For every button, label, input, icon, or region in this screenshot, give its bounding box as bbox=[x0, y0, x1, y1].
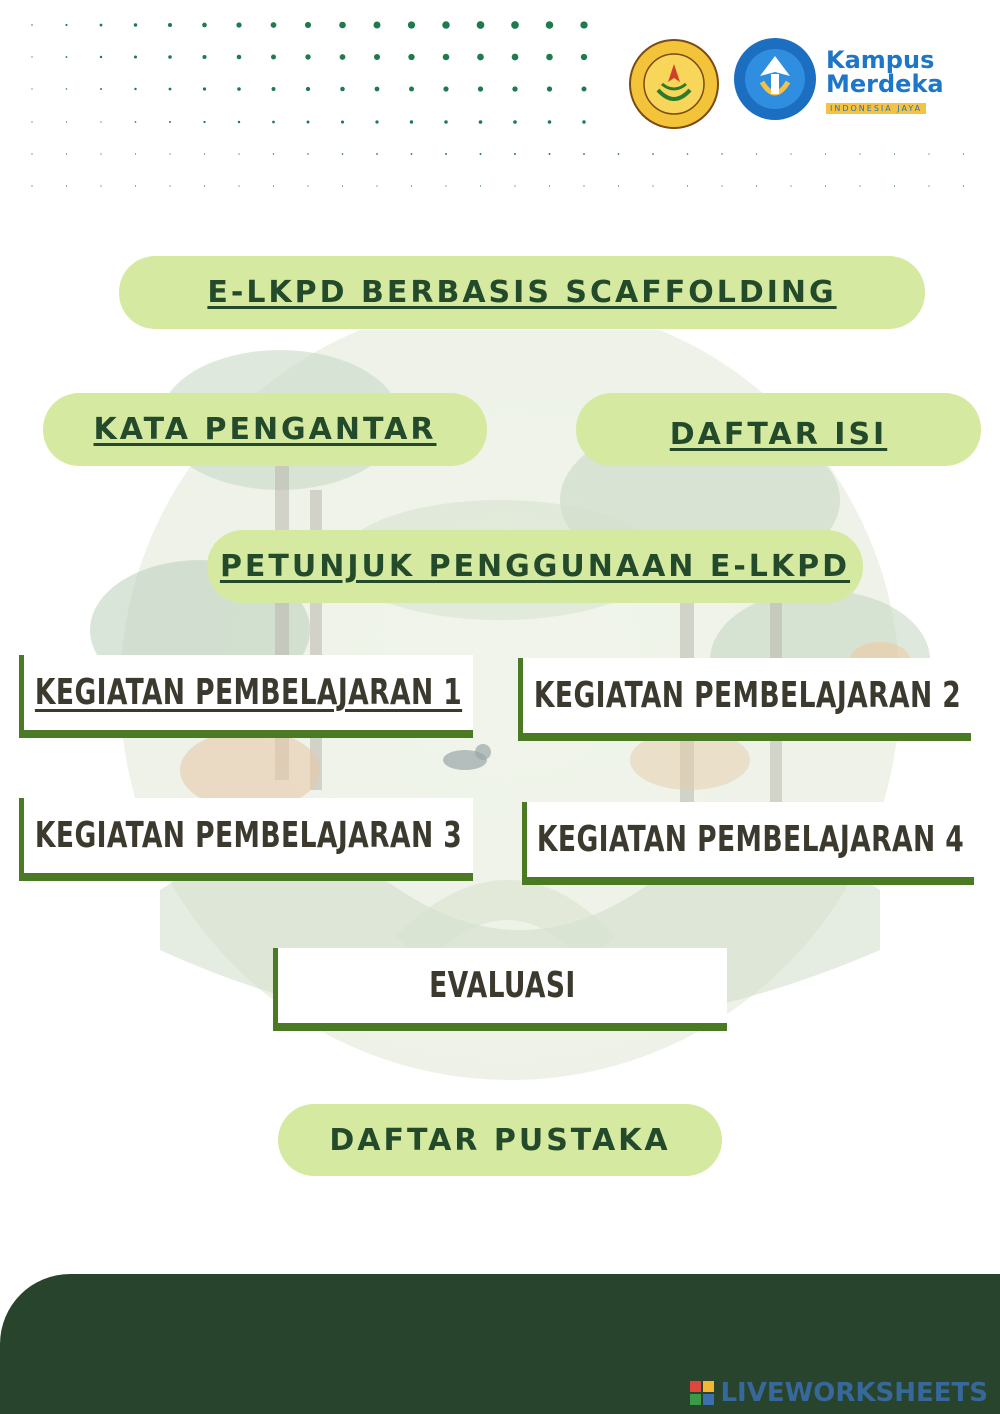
dot bbox=[514, 185, 515, 186]
dot bbox=[169, 153, 170, 154]
dot bbox=[443, 54, 450, 61]
dot bbox=[721, 153, 722, 154]
tut-wuri-handayani-logo bbox=[732, 36, 818, 126]
dot bbox=[963, 153, 964, 154]
dot bbox=[928, 153, 929, 154]
title-button[interactable] bbox=[119, 256, 925, 329]
dot bbox=[271, 22, 277, 28]
dot bbox=[687, 185, 688, 186]
dot bbox=[134, 88, 136, 90]
dot bbox=[859, 153, 860, 154]
dot bbox=[549, 153, 551, 155]
dot bbox=[618, 153, 620, 155]
dot bbox=[65, 24, 67, 26]
dot bbox=[409, 86, 414, 91]
dot bbox=[894, 185, 895, 186]
dot bbox=[721, 185, 722, 186]
dot bbox=[305, 22, 311, 28]
evaluasi-button[interactable] bbox=[273, 948, 727, 1031]
dot bbox=[342, 153, 344, 155]
kegiatan-1-button[interactable] bbox=[19, 655, 473, 738]
dot bbox=[204, 185, 205, 186]
dot bbox=[340, 54, 346, 60]
kata-pengantar-label: KATA PENGANTAR bbox=[93, 412, 437, 447]
dot bbox=[273, 185, 274, 186]
kata-pengantar-button[interactable] bbox=[43, 393, 487, 466]
dot bbox=[306, 87, 310, 91]
dot bbox=[202, 23, 207, 28]
dot bbox=[203, 87, 206, 90]
dot bbox=[511, 21, 519, 29]
watermark-text: LIVEWORKSHEETS bbox=[720, 1378, 988, 1408]
dot bbox=[273, 153, 274, 154]
kegiatan-2-button[interactable] bbox=[518, 658, 971, 741]
kegiatan-3-button[interactable] bbox=[19, 798, 473, 881]
dot bbox=[618, 185, 619, 186]
dot bbox=[134, 23, 137, 26]
dot bbox=[305, 54, 310, 59]
liveworksheets-watermark bbox=[690, 1378, 988, 1408]
dot bbox=[169, 88, 172, 91]
daftar-pustaka-button[interactable] bbox=[278, 1104, 722, 1176]
dot bbox=[271, 55, 276, 60]
dot bbox=[547, 86, 552, 91]
evaluasi-label: EVALUASI bbox=[429, 965, 576, 1006]
kegiatan-4-button[interactable] bbox=[522, 802, 974, 885]
kampus-merdeka-logo: Kampus Merdeka INDONESIA JAYA bbox=[826, 46, 944, 113]
dot bbox=[477, 21, 485, 29]
dot bbox=[342, 185, 343, 186]
dot bbox=[512, 54, 519, 61]
dot bbox=[756, 185, 757, 186]
dot bbox=[100, 56, 102, 58]
dot bbox=[100, 153, 101, 154]
dot bbox=[100, 24, 103, 27]
dot bbox=[408, 54, 414, 60]
dot bbox=[411, 153, 413, 155]
dot bbox=[31, 121, 32, 122]
dot bbox=[374, 22, 381, 29]
universitas-jember-logo bbox=[628, 38, 720, 134]
dot bbox=[168, 55, 172, 59]
dot bbox=[652, 185, 653, 186]
dot bbox=[31, 153, 32, 154]
daftar-isi-button[interactable] bbox=[576, 393, 981, 466]
dot bbox=[236, 22, 241, 27]
dot bbox=[376, 185, 377, 186]
kegiatan-4-label: KEGIATAN PEMBELAJARAN 4 bbox=[536, 819, 965, 860]
dot bbox=[135, 185, 136, 186]
kegiatan-1-label: KEGIATAN PEMBELAJARAN 1 bbox=[34, 672, 463, 713]
dot bbox=[66, 153, 67, 154]
dot bbox=[928, 185, 929, 186]
dot bbox=[549, 185, 550, 186]
dot bbox=[859, 185, 860, 186]
dot bbox=[238, 153, 239, 154]
dot bbox=[307, 185, 308, 186]
dot bbox=[756, 153, 757, 154]
dot bbox=[477, 54, 484, 61]
dot bbox=[168, 23, 172, 27]
dot bbox=[204, 153, 205, 154]
dot bbox=[442, 21, 450, 29]
dot bbox=[66, 88, 67, 89]
dot bbox=[135, 121, 137, 123]
daftar-isi-label: DAFTAR ISI bbox=[669, 417, 888, 452]
dot bbox=[445, 153, 447, 155]
dot bbox=[411, 185, 412, 186]
kegiatan-3-label: KEGIATAN PEMBELAJARAN 3 bbox=[34, 815, 463, 856]
dot bbox=[790, 185, 791, 186]
dot bbox=[479, 120, 483, 124]
dot bbox=[307, 153, 309, 155]
daftar-pustaka-label: DAFTAR PUSTAKA bbox=[329, 1122, 671, 1158]
dot bbox=[340, 87, 345, 92]
petunjuk-label: PETUNJUK PENGGUNAAN E-LKPD bbox=[219, 549, 851, 584]
dot bbox=[546, 21, 554, 29]
dot bbox=[408, 21, 415, 28]
dot bbox=[238, 185, 239, 186]
dot bbox=[339, 22, 346, 29]
dot bbox=[825, 185, 826, 186]
dot bbox=[480, 185, 481, 186]
dot bbox=[478, 86, 483, 91]
dot bbox=[66, 185, 67, 186]
dot bbox=[31, 24, 32, 25]
dot bbox=[31, 56, 32, 57]
dot bbox=[548, 120, 552, 124]
dot bbox=[100, 88, 102, 90]
dot bbox=[410, 120, 413, 123]
title-label: E-LKPD BERBASIS SCAFFOLDING bbox=[207, 275, 837, 310]
dot bbox=[894, 153, 895, 154]
dot bbox=[480, 153, 482, 155]
dot bbox=[237, 87, 241, 91]
dot bbox=[100, 121, 101, 122]
dot bbox=[375, 87, 380, 92]
dot bbox=[376, 153, 378, 155]
dot bbox=[100, 185, 101, 186]
dot bbox=[169, 121, 171, 123]
petunjuk-button[interactable] bbox=[207, 530, 863, 603]
dot bbox=[66, 56, 68, 58]
dot bbox=[445, 185, 446, 186]
dot bbox=[546, 54, 553, 61]
liveworksheets-icon bbox=[690, 1381, 714, 1405]
dot bbox=[825, 153, 826, 154]
dot bbox=[513, 120, 517, 124]
dot bbox=[203, 121, 205, 123]
dot bbox=[790, 153, 791, 154]
dot bbox=[238, 121, 240, 123]
dot bbox=[963, 185, 964, 186]
dot bbox=[581, 86, 586, 91]
dot bbox=[374, 54, 380, 60]
dot bbox=[444, 120, 448, 124]
dot bbox=[580, 21, 587, 28]
dot bbox=[237, 55, 242, 60]
dot bbox=[202, 55, 206, 59]
dot bbox=[582, 120, 585, 123]
kegiatan-2-label: KEGIATAN PEMBELAJARAN 2 bbox=[533, 675, 961, 716]
dot bbox=[272, 87, 276, 91]
dot bbox=[583, 185, 584, 186]
dot bbox=[134, 55, 137, 58]
dot bbox=[272, 121, 275, 124]
dot bbox=[687, 153, 689, 155]
dot bbox=[31, 185, 32, 186]
dot bbox=[512, 86, 517, 91]
dot bbox=[341, 120, 344, 123]
dot bbox=[581, 54, 587, 60]
dot bbox=[375, 120, 378, 123]
dot bbox=[514, 153, 516, 155]
dot bbox=[135, 153, 136, 154]
dot bbox=[652, 153, 654, 155]
dot bbox=[169, 185, 170, 186]
dot bbox=[307, 121, 310, 124]
dot bbox=[31, 88, 32, 89]
dot bbox=[66, 121, 67, 122]
dot bbox=[583, 153, 585, 155]
dot bbox=[443, 86, 448, 91]
